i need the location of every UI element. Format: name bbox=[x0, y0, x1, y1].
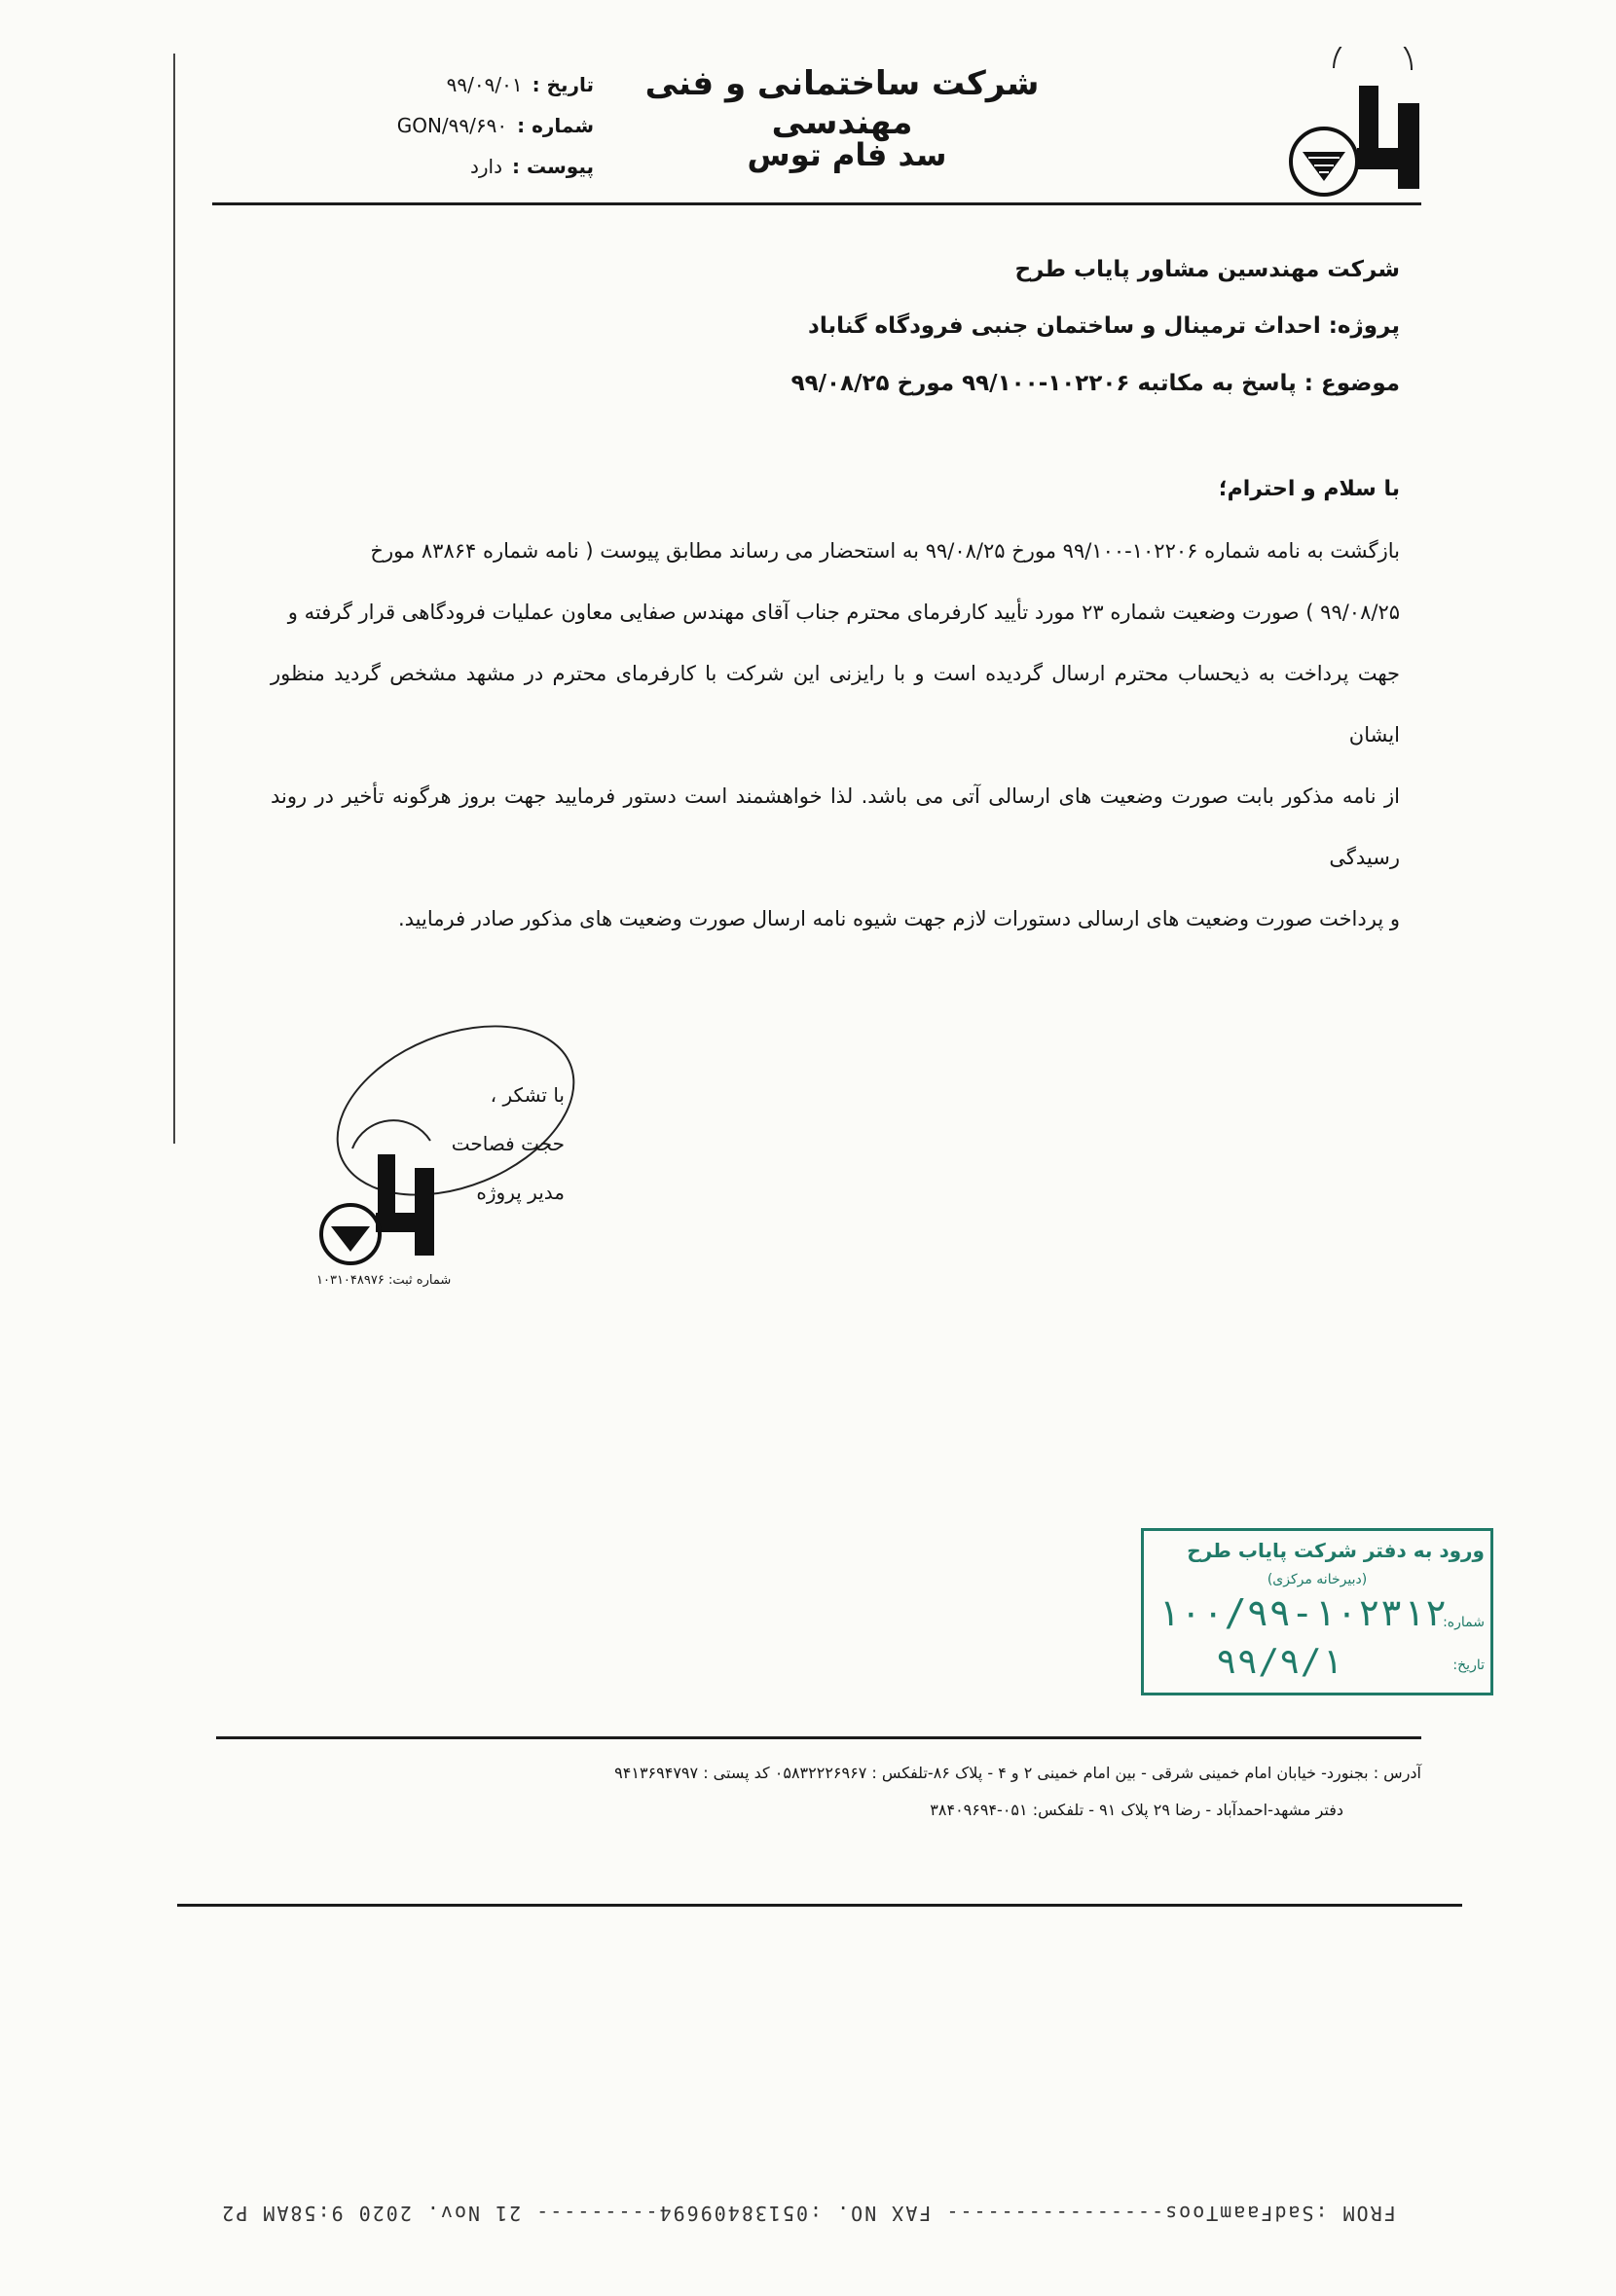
stamp-number-value: ۱۰۰/۹۹-۱۰۲۳۱۲ bbox=[1157, 1591, 1448, 1634]
date-row bbox=[341, 64, 594, 105]
body-line: جهت پرداخت به ذیحساب محترم ارسال گردیده است و با رایزنی این شرکت با کارفرمای محترم در مشهد مشخص گردید منظور ایشان bbox=[271, 662, 1400, 747]
branch-office-line: دفتر مشهد-احمدآباد - رضا ۲۹ پلاک ۹۱ - تلفکس: ۰۵۱-۳۸۴۰۹۶۹۴ bbox=[930, 1801, 1343, 1819]
page-left-border bbox=[173, 54, 175, 1144]
address-line: آدرس : بجنورد- خیابان امام خمینی شرقی - بین امام خمینی ۲ و ۴ - پلاک ۸۶-تلفکس : ۰۵۸۳۲۲۲۶۹۶۷ کد پستی : ۹۴۱۳۶۹۴۷۹۷ bbox=[614, 1764, 1421, 1782]
body-line: و پرداخت صورت وضعیت های ارسالی دستورات لازم جهت شیوه نامه ارسال صورت وضعیت های مذکور صادر فرمایید. bbox=[397, 907, 1400, 930]
letter-meta bbox=[341, 64, 594, 187]
closing-text: با تشکر ، bbox=[490, 1083, 565, 1107]
footer-divider-bottom bbox=[177, 1904, 1462, 1907]
company-seal-icon bbox=[313, 1119, 459, 1275]
body-line: ۹۹/۰۸/۲۵ ) صورت وضعیت شماره ۲۳ مورد تأیید کارفرمای محترم جناب آقای مهندس صفایی معاون عملیات فرودگاهی قرار گرفته و bbox=[287, 601, 1400, 624]
number-value: GON/۹۹/۶۹۰ bbox=[396, 114, 508, 137]
signer-title: مدیر پروژه bbox=[476, 1181, 565, 1204]
date-label: تاریخ : bbox=[532, 73, 594, 96]
stamp-subtitle: (دبیرخانه مرکزی) bbox=[1267, 1572, 1368, 1587]
receipt-stamp bbox=[1141, 1528, 1493, 1695]
seal-number: شماره ثبت: ۱۰۳۱۰۴۸۹۷۶ bbox=[316, 1273, 452, 1288]
stamp-number-label: شماره: bbox=[1443, 1615, 1485, 1630]
fax-header: FROM :SadFaamToos---------------- FAX NO. :05138409694--------- 21 Nov. 2020 9:58AM P2 bbox=[220, 2202, 1396, 2225]
stamp-title: ورود به دفتر شرکت پایاب طرح bbox=[1187, 1539, 1485, 1562]
body-line: از نامه مذکور بابت صورت وضعیت های ارسالی آتی می باشد. لذا خواهشمند است دستور فرمایید جهت بروز هرگونه تأخیر در روند رسیدگی bbox=[271, 784, 1400, 869]
company-name: شرکت ساختمانی و فنی مهندسی bbox=[644, 64, 1040, 142]
subject-line: موضوع : پاسخ به مکاتبه ۱۰۲۲۰۶-۹۹/۱۰۰ مورخ ۹۹/۰۸/۲۵ bbox=[790, 371, 1400, 396]
attachment-label: پیوست : bbox=[511, 155, 594, 178]
company-subname: سد فام توس bbox=[747, 136, 947, 173]
footer-divider-top bbox=[216, 1736, 1421, 1739]
attachment-value: دارد bbox=[469, 155, 502, 178]
body-line: بازگشت به نامه شماره ۱۰۲۲۰۶-۹۹/۱۰۰ مورخ ۹۹/۰۸/۲۵ به استحضار می رساند مطابق پیوست ( نامه شماره ۸۳۸۶۴ مورخ bbox=[370, 539, 1400, 563]
stamp-date-value: ۹۹/۹/۱ bbox=[1216, 1642, 1343, 1682]
number-label: شماره : bbox=[517, 114, 594, 137]
header-divider bbox=[212, 202, 1421, 205]
signer-name: حجت فصاحت bbox=[451, 1132, 565, 1155]
date-value: ۹۹/۰۹/۰۱ bbox=[446, 73, 523, 96]
attachment-row bbox=[341, 146, 594, 187]
number-row bbox=[341, 105, 594, 146]
recipient: شرکت مهندسین مشاور پایاب طرح bbox=[1014, 257, 1400, 282]
project-line: پروژه: احداث ترمینال و ساختمان جنبی فرودگاه گناباد bbox=[808, 313, 1400, 339]
letter-body bbox=[271, 521, 1400, 950]
stamp-date-label: تاریخ: bbox=[1452, 1658, 1485, 1673]
company-logo-icon bbox=[1275, 47, 1441, 212]
greeting: با سلام و احترام؛ bbox=[1218, 477, 1400, 501]
